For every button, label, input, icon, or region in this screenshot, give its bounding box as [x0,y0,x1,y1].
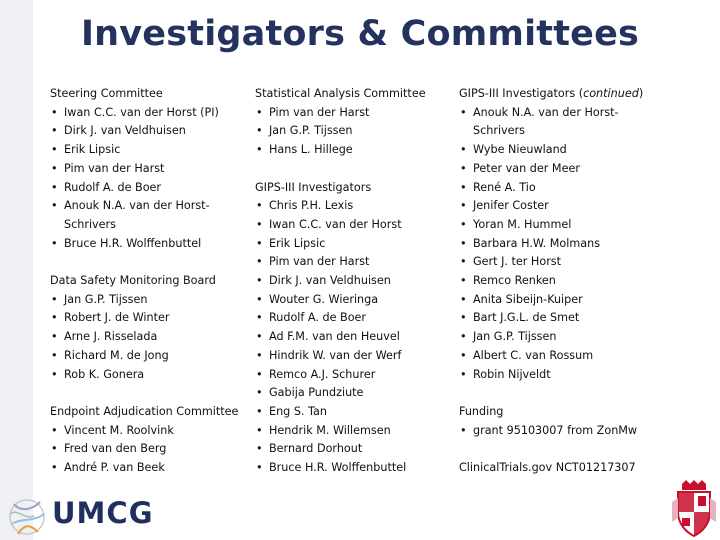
endpoint-committee-heading: Endpoint Adjudication Committee [50,404,239,418]
heading-suffix: ) [638,87,644,100]
list-item: • Erik Lipsic [50,141,240,160]
spacer [50,253,240,272]
list-item: • Pim van der Harst [255,104,445,123]
investigators-heading: GIPS-III Investigators [255,180,372,194]
trial-registration: ClinicalTrials.gov NCT01217307 [459,461,636,475]
list-item: • Barbara H.W. Molmans [459,235,659,254]
list-item: • Remco Renken [459,272,659,291]
list-item: • Richard M. de Jong [50,347,240,366]
list-item: • René A. Tio [459,179,659,198]
list-item: • Iwan C.C. van der Horst [255,216,445,235]
statistical-committee-list [255,104,445,160]
list-item: • Fred van den Berg [50,440,240,459]
list-item: • Erik Lipsic [255,235,445,254]
list-item: • Jan G.P. Tijssen [50,291,240,310]
heading-italic: continued [583,87,639,100]
investigators-continued-list [459,104,659,385]
middle-column [255,85,445,478]
umcg-logo-text: UMCG [52,496,154,530]
spacer [255,160,445,179]
list-item: • Rudolf A. de Boer [255,309,445,328]
dsmb-list [50,291,240,385]
dsmb-heading: Data Safety Monitoring Board [50,274,216,288]
spacer [50,384,240,403]
list-item: • Bernard Dorhout [255,440,445,459]
list-item: • Ad F.M. van den Heuvel [255,328,445,347]
list-item: • Hendrik M. Willemsen [255,422,445,441]
list-item: • Arne J. Risselada [50,328,240,347]
funding-list [459,422,659,441]
funding-heading: Funding [459,404,504,418]
list-item: • Hans L. Hillege [255,141,445,160]
umcg-logo [6,494,154,538]
left-column [50,85,240,478]
list-item: • Bruce H.R. Wolffenbuttel [50,235,240,254]
list-item: • Dirk J. van Veldhuisen [50,122,240,141]
list-item: • Anouk N.A. van der Horst-Schrivers [459,104,659,141]
list-item: • Vincent M. Roolvink [50,422,240,441]
list-item: • Pim van der Harst [255,253,445,272]
statistical-committee-heading: Statistical Analysis Committee [255,87,426,100]
list-item: • Chris P.H. Lexis [255,197,445,216]
list-item: • Jan G.P. Tijssen [459,328,659,347]
list-item: • grant 95103007 from ZonMw [459,422,659,441]
list-item: • Gert J. ter Horst [459,253,659,272]
list-item: • Eng S. Tan [255,403,445,422]
list-item: • Wybe Nieuwland [459,141,659,160]
list-item: • André P. van Beek [50,459,240,478]
right-column [459,85,659,478]
list-item: • Rudolf A. de Boer [50,179,240,198]
list-item: • Bart J.G.L. de Smet [459,309,659,328]
investigators-list [255,197,445,478]
list-item: • Bruce H.R. Wolffenbuttel [255,459,445,478]
list-item: • Gabija Pundziute [255,384,445,403]
steering-committee-heading: Steering Committee [50,87,163,100]
endpoint-committee-list [50,422,240,478]
list-item: • Wouter G. Wieringa [255,291,445,310]
list-item: • Yoran M. Hummel [459,216,659,235]
list-item: • Iwan C.C. van der Horst (PI) [50,104,240,123]
list-item: • Remco A.J. Schurer [255,366,445,385]
university-crest-icon [670,478,718,538]
list-item: • Pim van der Harst [50,160,240,179]
list-item: • Robin Nijveldt [459,366,659,385]
list-item: • Dirk J. van Veldhuisen [255,272,445,291]
spacer [459,384,659,403]
investigators-continued-heading [459,85,659,104]
list-item: • Robert J. de Winter [50,309,240,328]
list-item: • Anita Sibeijn-Kuiper [459,291,659,310]
list-item: • Rob K. Gonera [50,366,240,385]
steering-committee-list [50,104,240,254]
list-item: • Jenifer Coster [459,197,659,216]
list-item: • Anouk N.A. van der Horst-Schrivers [50,197,240,234]
umcg-logo-icon [6,494,48,538]
list-item: • Hindrik W. van der Werf [255,347,445,366]
heading-prefix: GIPS-III Investigators ( [459,87,584,100]
list-item: • Albert C. van Rossum [459,347,659,366]
spacer [459,440,659,459]
page-title: Investigators & Committees [80,14,640,54]
left-sidebar-strip [0,0,33,540]
list-item: • Jan G.P. Tijssen [255,122,445,141]
list-item: • Peter van der Meer [459,160,659,179]
